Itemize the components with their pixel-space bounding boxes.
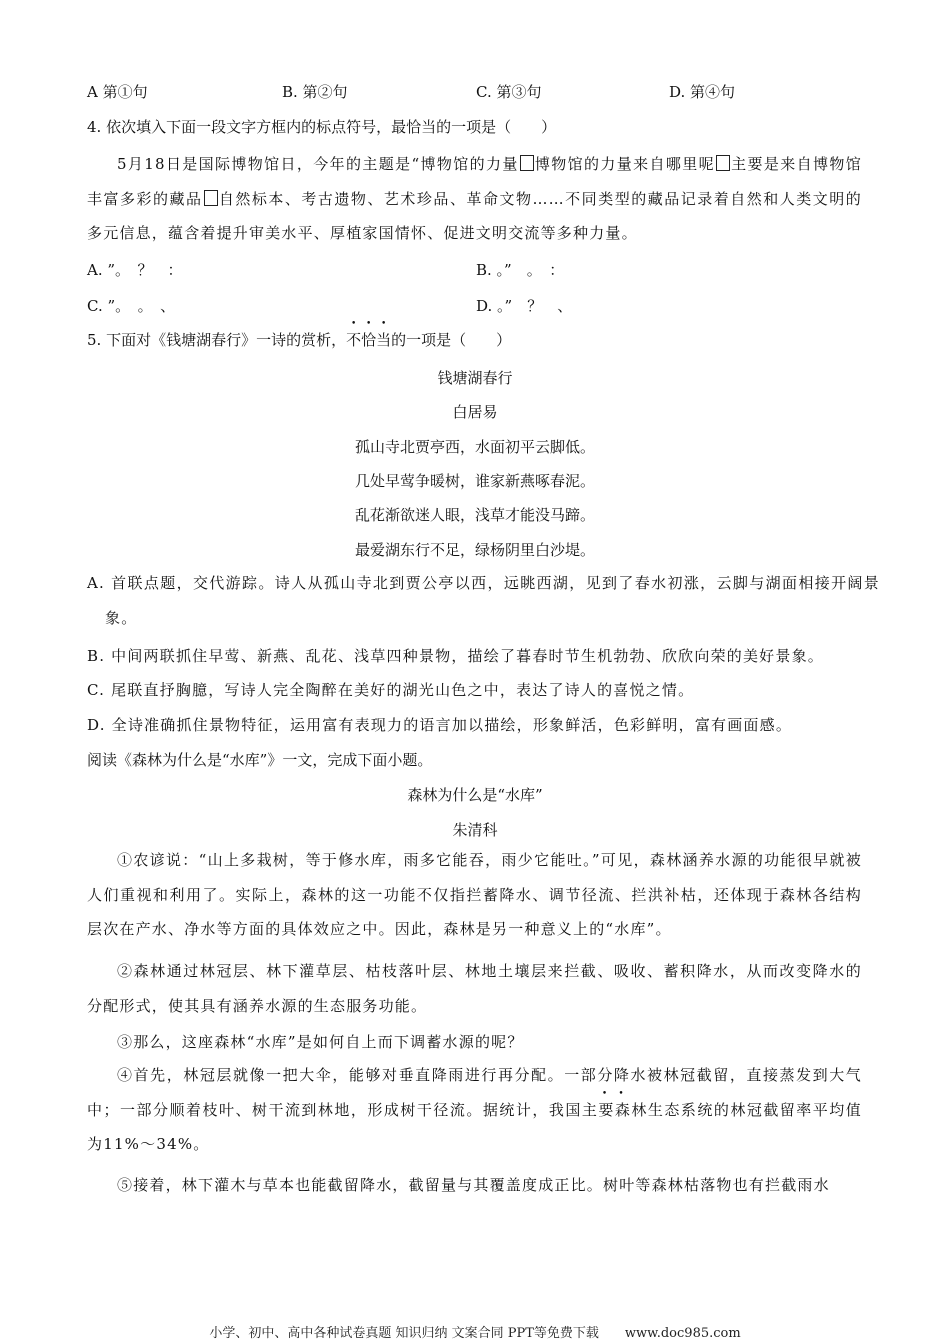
poem-line-4: 最爱湖东行不足，绿杨阴里白沙堤。 — [354, 541, 595, 559]
q3-option-a: A 第①句 — [87, 83, 148, 101]
emphasis-character: 当 — [376, 331, 392, 349]
emphasis-character: 要 — [598, 1100, 615, 1119]
q4-option-c: C. ”。 。 、 — [87, 297, 176, 315]
emphasis-dotted-text — [582, 1101, 615, 1119]
reading-intro: 阅读《森林为什么是“水库”》一文，完成下面小题。 — [87, 751, 433, 769]
poem-author: 白居易 — [452, 403, 498, 421]
emphasis-character: 主 — [581, 1100, 599, 1119]
q3-option-d: D. 第④句 — [669, 83, 736, 101]
q4-option-b: B. 。” 。 ： — [476, 261, 565, 279]
poem-line-1: 孤山寺北贾亭西，水面初平云脚低。 — [354, 438, 595, 456]
article-author: 朱清科 — [452, 821, 498, 839]
q3-options — [0, 82, 950, 102]
article-paragraph-3: ③那么，这座森林“水库”是如何自上而下调蓄水源的呢？ — [117, 1033, 524, 1051]
article-paragraph-4: ④首先，林冠层就像一把大伞，能够对垂直降雨进行再分配。一部分降水被林冠截留，直接蒸发到大气中；一部分顺着枝叶、树干流到林地，形成树干径流。据统计，我国主要森林生态系统的林冠截留率平均值为11%～34%。 — [87, 1066, 862, 1153]
article-paragraph-1: ①农谚说：“山上多栽树，等于修水库，雨多它能吞，雨少它能吐。”可见，森林涵养水源的功能很早就被人们重视和利用了。实际上，森林的这一功能不仅指拦蓄降水、调节径流、拦洪补枯，还体现于森林各结构层次在产水、净水等方面的具体效应之中。因此，森林是另一种意义上的“水库”。 — [87, 851, 862, 938]
blank-box-2 — [716, 155, 730, 171]
q5-stem: 5. 下面对《钱塘湖春行》一诗的赏析，不恰当的一项是（ ） — [87, 331, 512, 349]
blank-box-1 — [520, 155, 534, 171]
q5-option-a: A. 首联点题，交代游踪。诗人从孤山寺北到贾公亭以西，远眺西湖，见到了春水初涨，云脚与湖面相接开阔景象。 — [87, 574, 880, 627]
q3-option-c: C. 第③句 — [476, 83, 542, 101]
poem-line-3: 乱花渐欲迷人眼，浅草才能没马蹄。 — [354, 506, 595, 524]
q5-option-b: B. 中间两联抓住早莺、新燕、乱花、浅草四种景物，描绘了暮春时节生机勃勃、欣欣向荣的美好景象。 — [87, 647, 824, 665]
q5-option-d: D. 全诗准确抓住景物特征，运用富有表现力的语言加以描绘，形象鲜活，色彩鲜明，富有画面感。 — [87, 716, 793, 734]
page-footer: 小学、初中、高中各种试卷真题 知识归纳 文案合同 PPT等免费下载 www.doc985.com — [209, 1326, 741, 1341]
q5-option-c: C. 尾联直抒胸臆，写诗人完全陶醉在美好的湖光山色之中，表达了诗人的喜悦之情。 — [87, 681, 695, 699]
q4-option-d: D. 。” ？ 、 — [476, 297, 573, 315]
article-paragraph-5: ⑤接着，林下灌木与草本也能截留降水，截留量与其覆盖度成正比。树叶等森林枯落物也有拦截雨水 — [117, 1176, 830, 1194]
article-paragraph-2: ②森林通过林冠层、林下灌草层、枯枝落叶层、林地土壤层来拦截、吸收、蓄积降水，从而改变降水的分配形式，使其具有涵养水源的生态服务功能。 — [87, 962, 862, 1015]
poem-title: 钱塘湖春行 — [437, 369, 513, 387]
q4-option-a: A. ”。 ？ ： — [87, 261, 183, 279]
article-title: 森林为什么是“水库” — [407, 786, 543, 804]
q4-passage: 5月18日是国际博物馆日，今年的主题是“博物馆的力量 博物馆的力量来自哪里呢 主要是来自博物馆丰富多彩的藏品 自然标本、考古遗物、艺术珍品、革命文物……不同类型的藏品记录着自然和人类文明的多元信息，蕴含着提升审美水平、厚植家国情怀、促进文明交流等多种力量。 — [87, 155, 862, 242]
q4-stem: 4. 依次填入下面一段文字方框内的标点符号，最恰当的一项是（ ） — [87, 118, 557, 136]
q3-option-b: B. 第②句 — [282, 83, 348, 101]
emphasis-dotted-text — [346, 331, 391, 349]
emphasis-character: 不 — [346, 331, 362, 349]
blank-box-3 — [204, 190, 218, 206]
emphasis-character: 恰 — [361, 331, 377, 349]
poem-line-2: 几处早莺争暖树，谁家新燕啄春泥。 — [354, 472, 595, 490]
